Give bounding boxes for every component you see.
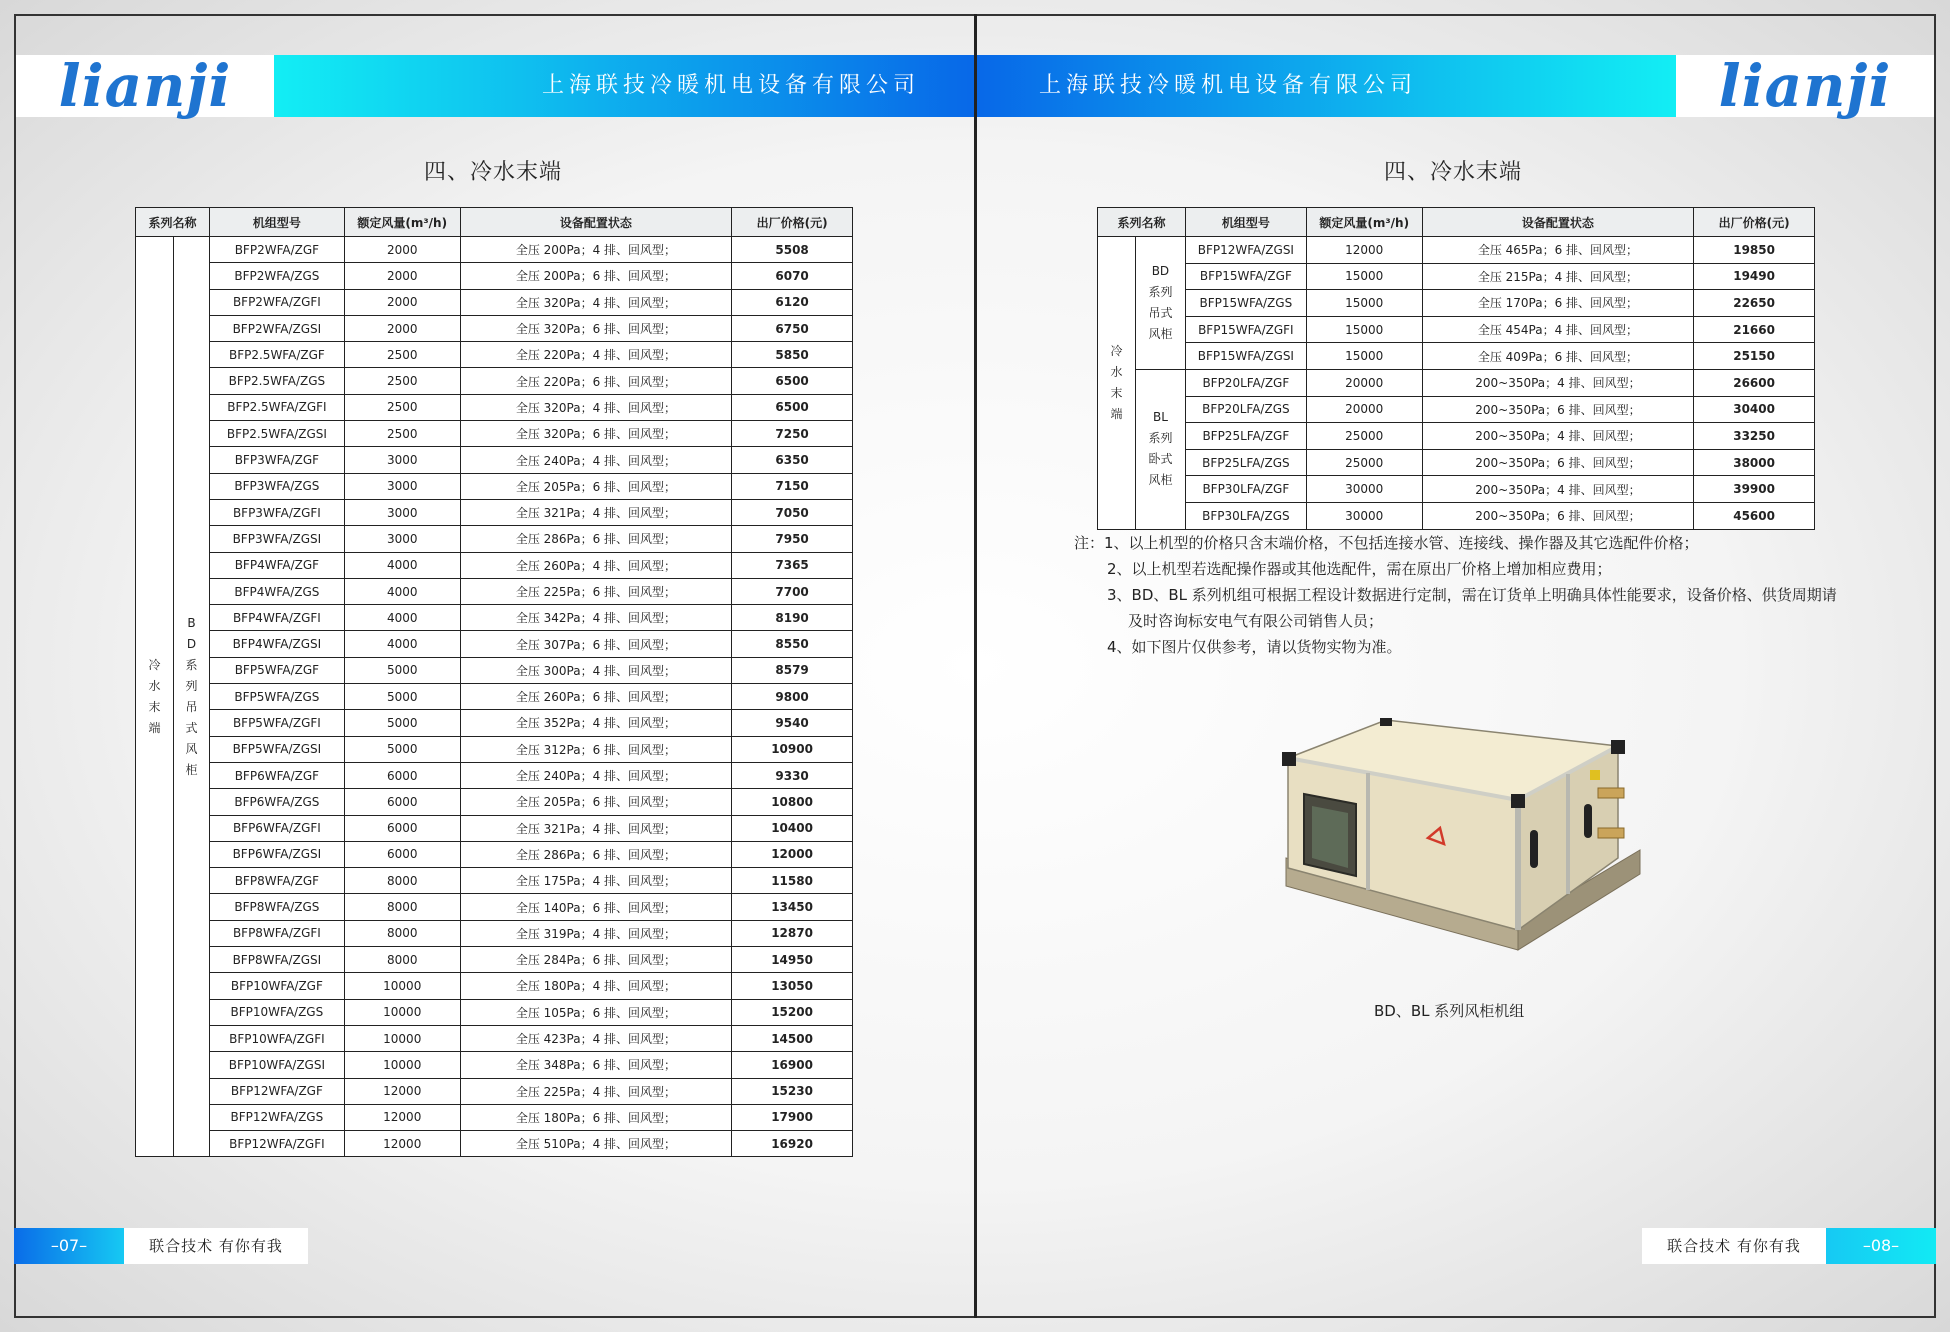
price-cell: 6500 [732,394,853,420]
price-cell: 21660 [1694,316,1815,343]
config-cell: 全压 423Pa；4 排、回风型； [460,1025,731,1051]
config-cell: 全压 260Pa；6 排、回风型； [460,684,731,710]
table-row [1098,476,1815,503]
table-row [136,552,853,578]
note-line: 2、以上机型若选配操作器或其他选配件，需在原出厂价格上增加相应费用； [1107,560,1612,578]
price-cell: 16920 [732,1131,853,1157]
config-cell: 全压 225Pa；4 排、回风型； [460,1078,731,1104]
price-cell: 6750 [732,315,853,341]
model-cell: BFP8WFA/ZGFI [209,920,344,946]
table-row [136,578,853,604]
table-row [136,868,853,894]
note-line: 3、BD、BL 系列机组可根据工程设计数据进行定制，需在订货单上明确具体性能要求，设备价格、供货周期请 [1107,586,1837,604]
config-cell: 全压 465Pa；6 排、回风型； [1422,237,1694,264]
table-row [136,973,853,999]
airflow-cell: 10000 [344,1052,460,1078]
model-cell: BFP4WFA/ZGF [209,552,344,578]
table-row [136,368,853,394]
table-row [136,841,853,867]
model-cell: BFP20LFA/ZGF [1185,369,1306,396]
air-handler-unit-image [1268,718,1648,980]
price-cell: 30400 [1694,396,1815,423]
model-cell: BFP2WFA/ZGFI [209,289,344,315]
table-row [1098,369,1815,396]
config-cell: 全压 319Pa；4 排、回风型； [460,920,731,946]
config-cell: 200~350Pa；4 排、回风型； [1422,369,1694,396]
airflow-cell: 10000 [344,999,460,1025]
airflow-cell: 25000 [1306,423,1422,450]
config-cell: 全压 342Pa；4 排、回风型； [460,605,731,631]
table-row [136,920,853,946]
table-row [136,657,853,683]
airflow-cell: 8000 [344,920,460,946]
airflow-cell: 6000 [344,815,460,841]
table-row [136,289,853,315]
price-table-right [1097,207,1815,530]
airflow-cell: 20000 [1306,369,1422,396]
config-cell: 全压 352Pa；4 排、回风型； [460,710,731,736]
model-cell: BFP3WFA/ZGFI [209,499,344,525]
price-cell: 14500 [732,1025,853,1051]
model-cell: BFP2.5WFA/ZGFI [209,394,344,420]
price-cell: 19490 [1694,263,1815,290]
config-cell: 全压 105Pa；6 排、回风型； [460,999,731,1025]
model-cell: BFP2.5WFA/ZGSI [209,421,344,447]
config-cell: 全压 140Pa；6 排、回风型； [460,894,731,920]
airflow-cell: 10000 [344,973,460,999]
price-cell: 7700 [732,578,853,604]
model-cell: BFP2.5WFA/ZGF [209,342,344,368]
config-cell: 全压 409Pa；6 排、回风型； [1422,343,1694,370]
table-row [136,605,853,631]
page-spine [974,14,977,1318]
table-row [136,710,853,736]
table-row [136,631,853,657]
price-cell: 9540 [732,710,853,736]
column-header: 设备配置状态 [460,208,731,237]
model-cell: BFP15WFA/ZGF [1185,263,1306,290]
config-cell: 全压 205Pa；6 排、回风型； [460,473,731,499]
table-row [136,789,853,815]
model-cell: BFP15WFA/ZGFI [1185,316,1306,343]
column-header: 出厂价格(元) [732,208,853,237]
note-line: 及时咨询标安电气有限公司销售人员； [1128,612,1384,630]
notes-block [1074,530,1854,660]
config-cell: 全压 348Pa；6 排、回风型； [460,1052,731,1078]
model-cell: BFP8WFA/ZGSI [209,947,344,973]
series-name-cell: 冷水末端 [1098,237,1136,530]
price-cell: 7250 [732,421,853,447]
price-cell: 9800 [732,684,853,710]
price-cell: 10400 [732,815,853,841]
page-title-left: 四、冷水末端 [424,160,563,185]
price-cell: 11580 [732,868,853,894]
airflow-cell: 3000 [344,526,460,552]
airflow-cell: 8000 [344,868,460,894]
config-cell: 全压 286Pa；6 排、回风型； [460,841,731,867]
config-cell: 全压 200Pa；4 排、回风型； [460,237,731,263]
column-header: 机组型号 [1185,208,1306,237]
airflow-cell: 3000 [344,447,460,473]
price-cell: 38000 [1694,449,1815,476]
model-cell: BFP15WFA/ZGSI [1185,343,1306,370]
config-cell: 全压 215Pa；4 排、回风型； [1422,263,1694,290]
table-row [136,237,853,263]
table-row [1098,343,1815,370]
airflow-cell: 12000 [344,1131,460,1157]
config-cell: 200~350Pa；6 排、回风型； [1422,396,1694,423]
airflow-cell: 4000 [344,578,460,604]
table-row [1098,396,1815,423]
config-cell: 全压 180Pa；6 排、回风型； [460,1104,731,1130]
config-cell: 全压 170Pa；6 排、回风型； [1422,290,1694,317]
airflow-cell: 6000 [344,841,460,867]
model-cell: BFP3WFA/ZGSI [209,526,344,552]
config-cell: 全压 284Pa；6 排、回风型； [460,947,731,973]
airflow-cell: 3000 [344,473,460,499]
table-row [136,999,853,1025]
airflow-cell: 2000 [344,237,460,263]
column-header: 出厂价格(元) [1694,208,1815,237]
table-row [136,1104,853,1130]
airflow-cell: 4000 [344,631,460,657]
note-line: 注：1、以上机型的价格只含末端价格，不包括连接水管、连接线、操作器及其它选配件价格； [1074,534,1699,552]
config-cell: 全压 240Pa；4 排、回风型； [460,447,731,473]
model-cell: BFP6WFA/ZGFI [209,815,344,841]
model-cell: BFP5WFA/ZGS [209,684,344,710]
model-cell: BFP15WFA/ZGS [1185,290,1306,317]
airflow-cell: 25000 [1306,449,1422,476]
table-row [136,499,853,525]
config-cell: 全压 320Pa；6 排、回风型； [460,421,731,447]
airflow-cell: 2500 [344,421,460,447]
model-cell: BFP10WFA/ZGS [209,999,344,1025]
table-row [1098,502,1815,529]
price-cell: 6070 [732,263,853,289]
footer-slogan-left: 联合技术 有你有我 [124,1228,308,1264]
company-banner-right: 上海联技冷暖机电设备有限公司 [977,55,1676,117]
airflow-cell: 10000 [344,1025,460,1051]
config-cell: 全压 260Pa；4 排、回风型； [460,552,731,578]
config-cell: 全压 225Pa；6 排、回风型； [460,578,731,604]
config-cell: 全压 454Pa；4 排、回风型； [1422,316,1694,343]
price-cell: 12870 [732,920,853,946]
model-cell: BFP25LFA/ZGS [1185,449,1306,476]
model-cell: BFP2.5WFA/ZGS [209,368,344,394]
company-banner-left: 上海联技冷暖机电设备有限公司 [274,55,974,117]
price-cell: 6350 [732,447,853,473]
table-row [136,1052,853,1078]
airflow-cell: 15000 [1306,263,1422,290]
footer-slogan-right: 联合技术 有你有我 [1642,1228,1826,1264]
config-cell: 200~350Pa；6 排、回风型； [1422,502,1694,529]
config-cell: 全压 321Pa；4 排、回风型； [460,815,731,841]
column-header: 设备配置状态 [1422,208,1694,237]
model-cell: BFP5WFA/ZGF [209,657,344,683]
page-number-right: –08– [1826,1228,1936,1264]
price-cell: 25150 [1694,343,1815,370]
model-cell: BFP2WFA/ZGF [209,237,344,263]
model-cell: BFP12WFA/ZGFI [209,1131,344,1157]
table-row [136,526,853,552]
column-header: 系列名称 [136,208,210,237]
price-cell: 33250 [1694,423,1815,450]
airflow-cell: 5000 [344,736,460,762]
column-header: 额定风量(m³/h) [1306,208,1422,237]
model-cell: BFP3WFA/ZGF [209,447,344,473]
series-name-cell: 冷水末端 [136,237,174,1157]
price-table-left [135,207,853,1157]
airflow-cell: 5000 [344,657,460,683]
model-cell: BFP12WFA/ZGF [209,1078,344,1104]
config-cell: 200~350Pa；6 排、回风型； [1422,449,1694,476]
table-row [136,421,853,447]
airflow-cell: 5000 [344,684,460,710]
airflow-cell: 2500 [344,394,460,420]
price-cell: 6120 [732,289,853,315]
table-row [136,394,853,420]
table-row [1098,423,1815,450]
table-row [136,263,853,289]
model-cell: BFP4WFA/ZGS [209,578,344,604]
config-cell: 全压 300Pa；4 排、回风型； [460,657,731,683]
model-cell: BFP30LFA/ZGF [1185,476,1306,503]
airflow-cell: 30000 [1306,502,1422,529]
config-cell: 200~350Pa；4 排、回风型； [1422,476,1694,503]
table-row [136,762,853,788]
airflow-cell: 4000 [344,605,460,631]
config-cell: 全压 321Pa；4 排、回风型； [460,499,731,525]
config-cell: 全压 220Pa；6 排、回风型； [460,368,731,394]
model-cell: BFP8WFA/ZGS [209,894,344,920]
table-row [136,1131,853,1157]
price-cell: 9330 [732,762,853,788]
brand-logo-right: lianji [1676,55,1934,117]
price-cell: 8190 [732,605,853,631]
config-cell: 200~350Pa；4 排、回风型； [1422,423,1694,450]
brand-logo-left: lianji [16,55,274,117]
config-cell: 全压 320Pa；6 排、回风型； [460,315,731,341]
model-cell: BFP6WFA/ZGF [209,762,344,788]
price-cell: 6500 [732,368,853,394]
airflow-cell: 4000 [344,552,460,578]
model-cell: BFP6WFA/ZGS [209,789,344,815]
airflow-cell: 6000 [344,789,460,815]
price-cell: 8550 [732,631,853,657]
price-cell: 7365 [732,552,853,578]
table-row [136,473,853,499]
airflow-cell: 15000 [1306,316,1422,343]
price-cell: 17900 [732,1104,853,1130]
model-cell: BFP12WFA/ZGS [209,1104,344,1130]
price-cell: 7050 [732,499,853,525]
price-cell: 5850 [732,342,853,368]
model-cell: BFP4WFA/ZGSI [209,631,344,657]
config-cell: 全压 286Pa；6 排、回风型； [460,526,731,552]
table-row [136,315,853,341]
config-cell: 全压 240Pa；4 排、回风型； [460,762,731,788]
column-header: 额定风量(m³/h) [344,208,460,237]
airflow-cell: 6000 [344,762,460,788]
subseries-name-cell: BD系列吊式风柜 [173,237,209,1157]
table-row [136,447,853,473]
airflow-cell: 2000 [344,263,460,289]
table-row [136,342,853,368]
airflow-cell: 8000 [344,947,460,973]
model-cell: BFP10WFA/ZGF [209,973,344,999]
table-row [1098,316,1815,343]
price-cell: 13450 [732,894,853,920]
product-caption: BD、BL 系列风柜机组 [1374,1002,1525,1020]
model-cell: BFP2WFA/ZGS [209,263,344,289]
price-cell: 26600 [1694,369,1815,396]
airflow-cell: 5000 [344,710,460,736]
table-row [136,947,853,973]
price-cell: 22650 [1694,290,1815,317]
price-cell: 15200 [732,999,853,1025]
airflow-cell: 8000 [344,894,460,920]
model-cell: BFP4WFA/ZGFI [209,605,344,631]
model-cell: BFP10WFA/ZGSI [209,1052,344,1078]
airflow-cell: 15000 [1306,343,1422,370]
config-cell: 全压 320Pa；4 排、回风型； [460,289,731,315]
table-row [136,815,853,841]
model-cell: BFP5WFA/ZGFI [209,710,344,736]
config-cell: 全压 312Pa；6 排、回风型； [460,736,731,762]
table-row [1098,263,1815,290]
table-row [136,1078,853,1104]
config-cell: 全压 175Pa；4 排、回风型； [460,868,731,894]
price-cell: 16900 [732,1052,853,1078]
price-cell: 45600 [1694,502,1815,529]
price-cell: 12000 [732,841,853,867]
table-row [136,1025,853,1051]
price-cell: 8579 [732,657,853,683]
price-cell: 10900 [732,736,853,762]
table-row [1098,237,1815,264]
model-cell: BFP12WFA/ZGSI [1185,237,1306,264]
config-cell: 全压 220Pa；4 排、回风型； [460,342,731,368]
airflow-cell: 2000 [344,289,460,315]
page-title-right: 四、冷水末端 [1384,160,1523,185]
subseries-name-cell: BD 系列吊式风柜 [1135,237,1185,370]
model-cell: BFP25LFA/ZGF [1185,423,1306,450]
subseries-name-cell: BL 系列卧式风柜 [1135,369,1185,529]
model-cell: BFP5WFA/ZGSI [209,736,344,762]
note-line: 4、如下图片仅供参考，请以货物实物为准。 [1107,638,1402,656]
model-cell: BFP20LFA/ZGS [1185,396,1306,423]
config-cell: 全压 205Pa；6 排、回风型； [460,789,731,815]
price-cell: 19850 [1694,237,1815,264]
config-cell: 全压 510Pa；4 排、回风型； [460,1131,731,1157]
airflow-cell: 12000 [344,1078,460,1104]
airflow-cell: 12000 [344,1104,460,1130]
model-cell: BFP3WFA/ZGS [209,473,344,499]
price-cell: 39900 [1694,476,1815,503]
price-cell: 7150 [732,473,853,499]
model-cell: BFP10WFA/ZGFI [209,1025,344,1051]
price-cell: 7950 [732,526,853,552]
airflow-cell: 2500 [344,342,460,368]
model-cell: BFP8WFA/ZGF [209,868,344,894]
airflow-cell: 30000 [1306,476,1422,503]
airflow-cell: 2500 [344,368,460,394]
price-cell: 13050 [732,973,853,999]
table-row [136,736,853,762]
airflow-cell: 15000 [1306,290,1422,317]
model-cell: BFP6WFA/ZGSI [209,841,344,867]
model-cell: BFP30LFA/ZGS [1185,502,1306,529]
price-cell: 5508 [732,237,853,263]
column-header: 系列名称 [1098,208,1186,237]
config-cell: 全压 180Pa；4 排、回风型； [460,973,731,999]
price-cell: 10800 [732,789,853,815]
table-row [136,684,853,710]
table-row [136,894,853,920]
airflow-cell: 2000 [344,315,460,341]
model-cell: BFP2WFA/ZGSI [209,315,344,341]
table-row [1098,449,1815,476]
config-cell: 全压 200Pa；6 排、回风型； [460,263,731,289]
price-cell: 15230 [732,1078,853,1104]
config-cell: 全压 307Pa；6 排、回风型； [460,631,731,657]
table-row [1098,290,1815,317]
price-cell: 14950 [732,947,853,973]
page-number-left: –07– [14,1228,124,1264]
airflow-cell: 12000 [1306,237,1422,264]
airflow-cell: 20000 [1306,396,1422,423]
airflow-cell: 3000 [344,499,460,525]
config-cell: 全压 320Pa；4 排、回风型； [460,394,731,420]
column-header: 机组型号 [209,208,344,237]
